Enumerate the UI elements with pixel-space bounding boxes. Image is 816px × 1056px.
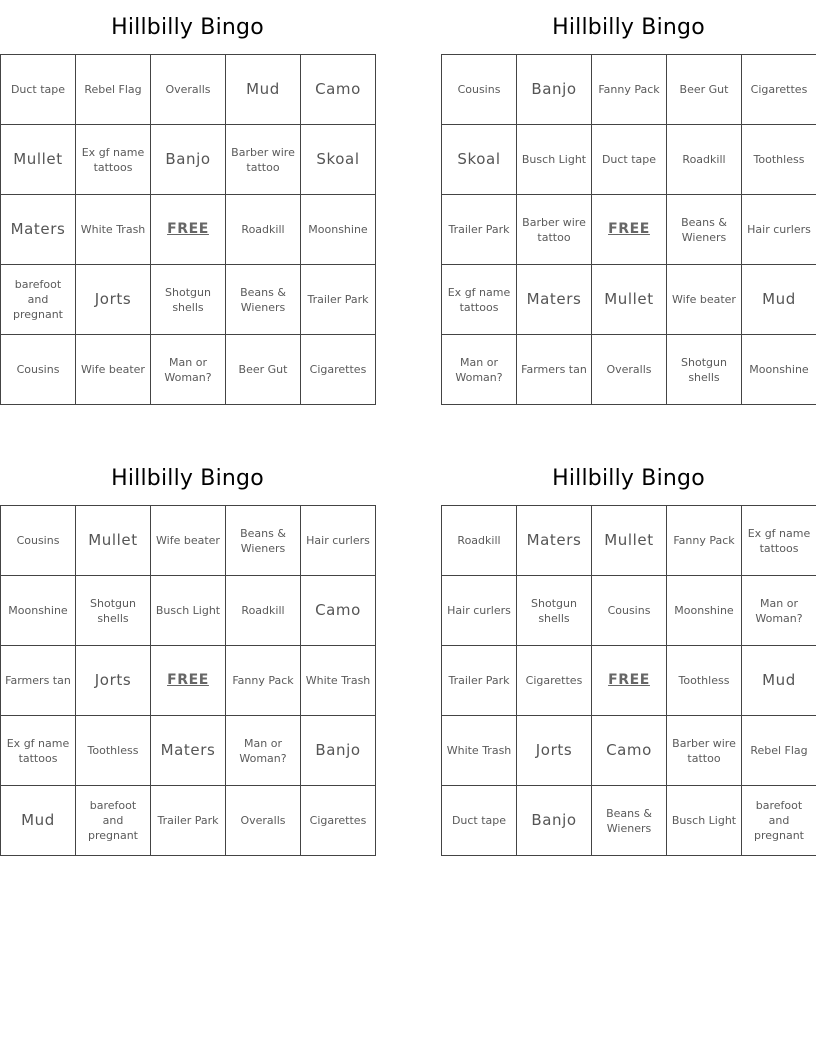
bingo-card-2 — [441, 13, 816, 406]
bingo-cell-label: Mud — [762, 671, 796, 689]
bingo-cell — [301, 195, 376, 265]
bingo-cell-label: Moonshine — [749, 363, 809, 376]
bingo-cell-label: Cigarettes — [309, 363, 367, 376]
bingo-cell-label: Mud — [762, 290, 796, 308]
bingo-cell-label: Mud — [21, 811, 55, 829]
bingo-cell-label: Toothless — [753, 153, 805, 166]
bingo-cell-label: Roadkill — [241, 223, 285, 236]
bingo-cell-label: Beer Gut — [238, 363, 288, 376]
bingo-cell-label: Maters — [10, 220, 66, 238]
bingo-cell-label: Duct tape — [451, 814, 507, 827]
bingo-grid — [0, 54, 376, 405]
bingo-cell — [442, 576, 517, 646]
bingo-cell-label: White Trash — [80, 223, 146, 236]
bingo-cell — [226, 55, 301, 125]
bingo-cell-label: Cousins — [607, 604, 651, 617]
bingo-grid — [441, 54, 816, 405]
bingo-cell-label: Banjo — [531, 80, 577, 98]
bingo-cell-label: Fanny Pack — [232, 674, 294, 687]
bingo-cell-label: Fanny Pack — [598, 83, 660, 96]
bingo-grid — [441, 505, 816, 856]
bingo-cell-label: Ex gf name tattoos — [6, 736, 70, 765]
bingo-cell — [742, 576, 816, 646]
bingo-cell — [1, 786, 76, 856]
bingo-cell — [442, 506, 517, 576]
bingo-cell — [442, 195, 517, 265]
bingo-cell — [742, 506, 816, 576]
free-space-cell — [592, 646, 667, 716]
bingo-cell — [226, 576, 301, 646]
bingo-cell — [1, 576, 76, 646]
bingo-cell — [301, 125, 376, 195]
bingo-cell — [517, 576, 592, 646]
bingo-cell — [517, 646, 592, 716]
bingo-cell — [667, 195, 742, 265]
bingo-cell-label: Barber wire tattoo — [231, 145, 295, 174]
bingo-cell-label: White Trash — [446, 744, 512, 757]
bingo-cell — [517, 506, 592, 576]
bingo-cell — [517, 335, 592, 405]
bingo-cell — [76, 55, 151, 125]
bingo-cell — [667, 716, 742, 786]
bingo-cell-label: Hair curlers — [306, 534, 370, 547]
bingo-cell-label: Beans & Wieners — [606, 806, 652, 835]
bingo-cell — [301, 716, 376, 786]
bingo-cell — [442, 646, 517, 716]
bingo-cell — [442, 55, 517, 125]
bingo-cell — [151, 265, 226, 335]
bingo-cell — [76, 646, 151, 716]
bingo-cell — [592, 55, 667, 125]
bingo-cell — [226, 646, 301, 716]
bingo-cell — [301, 335, 376, 405]
bingo-cell-label: Overalls — [606, 363, 652, 376]
bingo-cell-label: Roadkill — [241, 604, 285, 617]
bingo-cell-label: Beer Gut — [679, 83, 729, 96]
bingo-cell-label: Wife beater — [156, 534, 220, 547]
bingo-cell — [151, 576, 226, 646]
bingo-cell — [76, 265, 151, 335]
bingo-cell — [301, 576, 376, 646]
bingo-cell-label: Beans & Wieners — [240, 285, 286, 314]
bingo-cell — [226, 716, 301, 786]
bingo-cell-label: Beans & Wieners — [240, 526, 286, 555]
card-title: Hillbilly Bingo — [111, 15, 264, 40]
bingo-cell — [76, 125, 151, 195]
bingo-cell — [1, 125, 76, 195]
bingo-cell-label: Ex gf name tattoos — [447, 285, 511, 314]
bingo-cell-label: Cousins — [16, 363, 60, 376]
bingo-cell-label: Wife beater — [81, 363, 145, 376]
bingo-cell — [1, 265, 76, 335]
bingo-cell — [1, 506, 76, 576]
bingo-cell-label: Busch Light — [671, 814, 737, 827]
bingo-cell-label: Hair curlers — [747, 223, 811, 236]
bingo-card-1 — [0, 13, 375, 406]
bingo-cell — [151, 55, 226, 125]
bingo-cell — [151, 716, 226, 786]
bingo-cell-label: Busch Light — [155, 604, 221, 617]
bingo-cell — [517, 195, 592, 265]
bingo-cell-label: Jorts — [94, 290, 132, 308]
bingo-cell-label: Roadkill — [457, 534, 501, 547]
bingo-cell-label: Trailer Park — [307, 293, 369, 306]
bingo-cell-label: FREE — [608, 221, 650, 237]
bingo-cell-label: Barber wire tattoo — [522, 215, 586, 244]
bingo-cell — [742, 265, 816, 335]
bingo-cell — [742, 786, 816, 856]
bingo-cell — [517, 55, 592, 125]
bingo-cell — [76, 716, 151, 786]
bingo-cell-label: Overalls — [165, 83, 211, 96]
bingo-cell-label: barefoot and pregnant — [87, 799, 138, 842]
bingo-cell-label: Overalls — [240, 814, 286, 827]
bingo-cell-label: Shotgun shells — [165, 285, 211, 314]
free-space-cell — [151, 646, 226, 716]
bingo-cell — [592, 265, 667, 335]
bingo-cell — [442, 716, 517, 786]
bingo-cell — [226, 195, 301, 265]
bingo-cell-label: FREE — [167, 672, 209, 688]
bingo-cell-label: Farmers tan — [521, 363, 587, 376]
bingo-cell-label: Maters — [526, 290, 582, 308]
bingo-cell — [742, 195, 816, 265]
bingo-cell — [151, 506, 226, 576]
bingo-cell-label: Jorts — [94, 671, 132, 689]
bingo-cell — [592, 716, 667, 786]
bingo-cell — [301, 646, 376, 716]
bingo-cell — [226, 786, 301, 856]
bingo-cell-label: Mullet — [604, 290, 654, 308]
bingo-grid — [0, 505, 376, 856]
bingo-cell — [667, 265, 742, 335]
bingo-cell-label: Mud — [246, 80, 280, 98]
bingo-cell — [592, 576, 667, 646]
bingo-cell-label: Roadkill — [682, 153, 726, 166]
bingo-cell-label: Farmers tan — [5, 674, 71, 687]
bingo-cell — [442, 786, 517, 856]
card-title: Hillbilly Bingo — [552, 15, 705, 40]
bingo-cell — [76, 335, 151, 405]
bingo-cell — [151, 335, 226, 405]
card-title: Hillbilly Bingo — [111, 466, 264, 491]
bingo-cell-label: Cousins — [457, 83, 501, 96]
bingo-cell — [592, 506, 667, 576]
bingo-cell-label: Man or Woman? — [239, 736, 287, 765]
bingo-cell — [151, 786, 226, 856]
bingo-cell — [442, 265, 517, 335]
bingo-cell-label: Mullet — [88, 531, 138, 549]
bingo-cell-label: Toothless — [678, 674, 730, 687]
bingo-cell — [592, 125, 667, 195]
bingo-cell-label: Ex gf name tattoos — [747, 526, 811, 555]
bingo-cell-label: Camo — [606, 741, 652, 759]
bingo-cell-label: Trailer Park — [448, 223, 510, 236]
bingo-cell — [742, 716, 816, 786]
bingo-cell — [301, 265, 376, 335]
bingo-cell-label: Wife beater — [672, 293, 736, 306]
bingo-cell-label: Skoal — [457, 150, 501, 168]
bingo-cell — [742, 335, 816, 405]
bingo-cell — [667, 55, 742, 125]
bingo-cell — [517, 125, 592, 195]
bingo-cell — [1, 55, 76, 125]
bingo-cell — [667, 335, 742, 405]
bingo-cell — [76, 195, 151, 265]
bingo-cell-label: Shotgun shells — [681, 355, 727, 384]
free-space-cell — [592, 195, 667, 265]
bingo-cell — [667, 646, 742, 716]
bingo-cell-label: barefoot and pregnant — [12, 278, 63, 321]
bingo-cell — [667, 576, 742, 646]
bingo-cell-label: Beans & Wieners — [681, 215, 727, 244]
bingo-cell — [76, 786, 151, 856]
bingo-cell — [517, 265, 592, 335]
bingo-cell — [742, 55, 816, 125]
bingo-cell-label: Moonshine — [8, 604, 68, 617]
bingo-cell — [301, 786, 376, 856]
bingo-cell — [442, 335, 517, 405]
bingo-cell-label: Banjo — [531, 811, 577, 829]
bingo-card-3 — [0, 464, 375, 857]
bingo-cell-label: barefoot and pregnant — [753, 799, 804, 842]
bingo-cell-label: Camo — [315, 80, 361, 98]
bingo-cell — [667, 125, 742, 195]
bingo-cell-label: FREE — [167, 221, 209, 237]
bingo-cell — [667, 506, 742, 576]
bingo-cell-label: Man or Woman? — [455, 355, 503, 384]
bingo-cell-label: Maters — [526, 531, 582, 549]
bingo-cell-label: Moonshine — [674, 604, 734, 617]
bingo-cell — [151, 125, 226, 195]
bingo-cell-label: FREE — [608, 672, 650, 688]
bingo-cell — [76, 576, 151, 646]
bingo-cell — [1, 716, 76, 786]
bingo-cell — [226, 335, 301, 405]
bingo-cell-label: Banjo — [165, 150, 211, 168]
bingo-cell-label: Mullet — [604, 531, 654, 549]
bingo-cell-label: Jorts — [535, 741, 573, 759]
bingo-cell-label: Cousins — [16, 534, 60, 547]
bingo-cell-label: Shotgun shells — [90, 596, 136, 625]
bingo-cell-label: Trailer Park — [448, 674, 510, 687]
bingo-cell-label: Man or Woman? — [164, 355, 212, 384]
bingo-cell — [1, 335, 76, 405]
bingo-cell-label: Hair curlers — [447, 604, 511, 617]
bingo-cell-label: Shotgun shells — [531, 596, 577, 625]
bingo-cell-label: Toothless — [87, 744, 139, 757]
bingo-cell — [592, 786, 667, 856]
bingo-cell — [76, 506, 151, 576]
bingo-cell-label: Camo — [315, 601, 361, 619]
free-space-cell — [151, 195, 226, 265]
bingo-cell — [517, 716, 592, 786]
bingo-cell-label: Barber wire tattoo — [672, 736, 736, 765]
bingo-cell-label: White Trash — [305, 674, 371, 687]
bingo-cell — [667, 786, 742, 856]
bingo-cell-label: Fanny Pack — [673, 534, 735, 547]
bingo-cell-label: Skoal — [316, 150, 360, 168]
bingo-cell — [301, 55, 376, 125]
card-title: Hillbilly Bingo — [552, 466, 705, 491]
bingo-cell-label: Rebel Flag — [84, 83, 142, 96]
bingo-cell-label: Banjo — [315, 741, 361, 759]
bingo-cell — [742, 125, 816, 195]
bingo-cell-label: Rebel Flag — [750, 744, 808, 757]
bingo-cell-label: Cigarettes — [525, 674, 583, 687]
bingo-cell — [226, 506, 301, 576]
bingo-cell — [517, 786, 592, 856]
bingo-cell — [742, 646, 816, 716]
bingo-cell — [301, 506, 376, 576]
bingo-cell-label: Trailer Park — [157, 814, 219, 827]
bingo-cell-label: Ex gf name tattoos — [81, 145, 145, 174]
bingo-card-4 — [441, 464, 816, 857]
bingo-cell — [226, 125, 301, 195]
bingo-cell-label: Man or Woman? — [755, 596, 803, 625]
bingo-cell — [1, 195, 76, 265]
bingo-cell-label: Maters — [160, 741, 216, 759]
bingo-cell-label: Cigarettes — [309, 814, 367, 827]
bingo-cell-label: Cigarettes — [750, 83, 808, 96]
bingo-cell-label: Duct tape — [601, 153, 657, 166]
bingo-cell — [1, 646, 76, 716]
bingo-cell — [226, 265, 301, 335]
bingo-cell-label: Mullet — [13, 150, 63, 168]
bingo-cell-label: Busch Light — [521, 153, 587, 166]
bingo-cell — [592, 335, 667, 405]
bingo-cell — [442, 125, 517, 195]
bingo-cell-label: Duct tape — [10, 83, 66, 96]
bingo-cell-label: Moonshine — [308, 223, 368, 236]
